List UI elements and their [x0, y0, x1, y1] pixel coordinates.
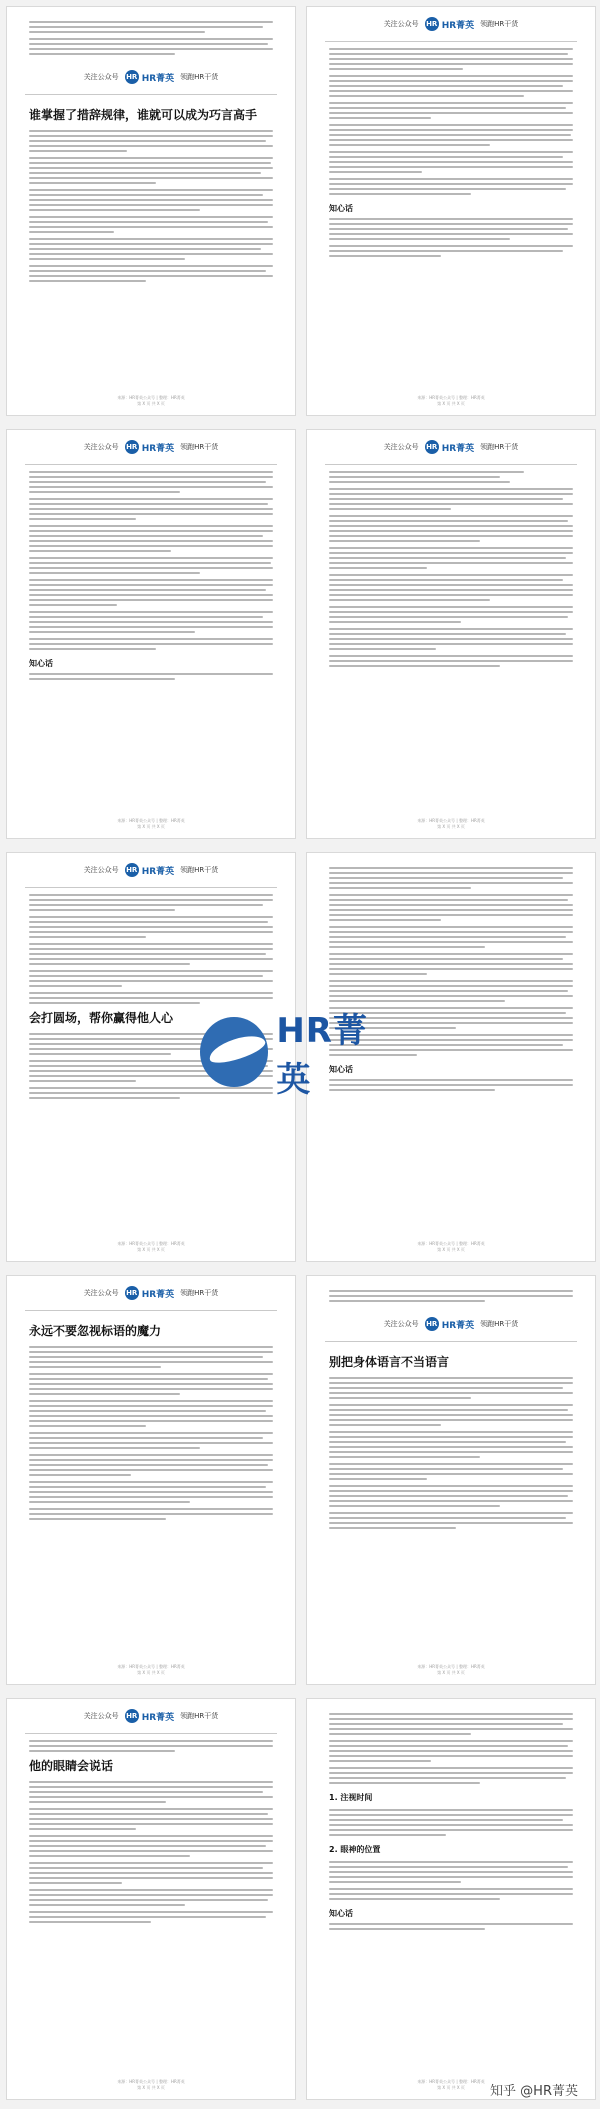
logo-icon: HR [125, 1286, 139, 1300]
logo-icon: HR [125, 863, 139, 877]
page-footer: 来源：HR菁英公众号 | 整理：HR菁英 第 X 页 共 X 页 [117, 2079, 185, 2090]
numbered-heading: 2. 眼神的位置 [329, 1845, 381, 1854]
page-footer: 来源：HR菁英公众号 | 整理：HR菁英 第 X 页 共 X 页 [117, 1241, 185, 1252]
page-header: 关注公众号 HR HR菁英 领跑HR干货 [307, 1307, 595, 1341]
numbered-heading: 1. 注视时间 [329, 1793, 373, 1802]
page-footer: 来源：HR菁英公众号 | 整理：HR菁英 第 X 页 共 X 页 [417, 2079, 485, 2090]
section-heading: 谁掌握了措辞规律，谁就可以成为巧言高手 [29, 108, 258, 122]
logo-icon: HR [425, 440, 439, 454]
page-header: 关注公众号 HR HR菁英 领跑HR干货 [7, 853, 295, 887]
document-page [306, 429, 596, 839]
section-subheading: 知心话 [329, 1065, 353, 1074]
header-right-text: 领跑HR干货 [180, 73, 219, 81]
page-footer: 来源：HR菁英公众号 | 整理：HR菁英 第 X 页 共 X 页 [117, 818, 185, 829]
hr-watermark [200, 1000, 400, 1104]
logo-icon: HR [125, 70, 139, 84]
document-page [6, 1698, 296, 2100]
document-page [6, 1275, 296, 1685]
page-header: 关注公众号 HR HR菁英 领跑HR干货 [7, 430, 295, 464]
page-footer: 来源：HR菁英公众号 | 整理：HR菁英 第 X 页 共 X 页 [117, 395, 185, 406]
section-subheading: 知心话 [329, 204, 353, 213]
logo-icon: HR [125, 1709, 139, 1723]
header-left-text: 关注公众号 [83, 73, 119, 81]
hr-logo: HR HR菁英 [125, 70, 174, 84]
page-header: 关注公众号 HR HR菁英 领跑HR干货 [7, 1276, 295, 1310]
logo-icon: HR [425, 1317, 439, 1331]
section-heading: 永远不要忽视标语的魔力 [29, 1324, 162, 1338]
section-heading: 别把身体语言不当语言 [329, 1355, 450, 1369]
section-heading: 会打圆场，帮你赢得他人心 [29, 1011, 174, 1025]
hr-logo: HR HR菁英 [125, 1709, 174, 1723]
section-subheading: 知心话 [29, 659, 53, 668]
hr-logo: HR HR菁英 [425, 1317, 474, 1331]
watermark-text: HR菁英 [276, 1011, 368, 1100]
page-header [7, 60, 295, 94]
page-footer: 来源：HR菁英公众号 | 整理：HR菁英 第 X 页 共 X 页 [117, 1664, 185, 1675]
document-page [306, 1698, 596, 2100]
section-heading: 他的眼睛会说话 [29, 1759, 114, 1773]
page-footer: 来源：HR菁英公众号 | 整理：HR菁英 第 X 页 共 X 页 [417, 1664, 485, 1675]
page-footer: 来源：HR菁英公众号 | 整理：HR菁英 第 X 页 共 X 页 [417, 1241, 485, 1252]
logo-icon: HR [425, 17, 439, 31]
section-subheading: 知心话 [329, 1909, 353, 1918]
page-header: 关注公众号 HR HR菁英 领跑HR干货 [7, 1699, 295, 1733]
bird-logo-icon [200, 1017, 268, 1087]
logo-icon: HR [125, 440, 139, 454]
hr-logo: HR HR菁英 [125, 440, 174, 454]
page-header: 关注公众号 HR HR菁英 领跑HR干货 [307, 7, 595, 41]
hr-logo: HR HR菁英 [125, 863, 174, 877]
document-page [6, 6, 296, 416]
zhihu-watermark [490, 2080, 578, 2099]
page-footer: 来源：HR菁英公众号 | 整理：HR菁英 第 X 页 共 X 页 [417, 395, 485, 406]
document-page [306, 1275, 596, 1685]
page-header: 关注公众号 HR HR菁英 领跑HR干货 [307, 430, 595, 464]
zhihu-text: 知乎 @HR菁英 [490, 2084, 578, 2099]
document-page [306, 6, 596, 416]
hr-logo: HR HR菁英 [425, 17, 474, 31]
document-page [6, 429, 296, 839]
hr-logo: HR HR菁英 [125, 1286, 174, 1300]
page-footer: 来源：HR菁英公众号 | 整理：HR菁英 第 X 页 共 X 页 [417, 818, 485, 829]
hr-logo: HR HR菁英 [425, 440, 474, 454]
